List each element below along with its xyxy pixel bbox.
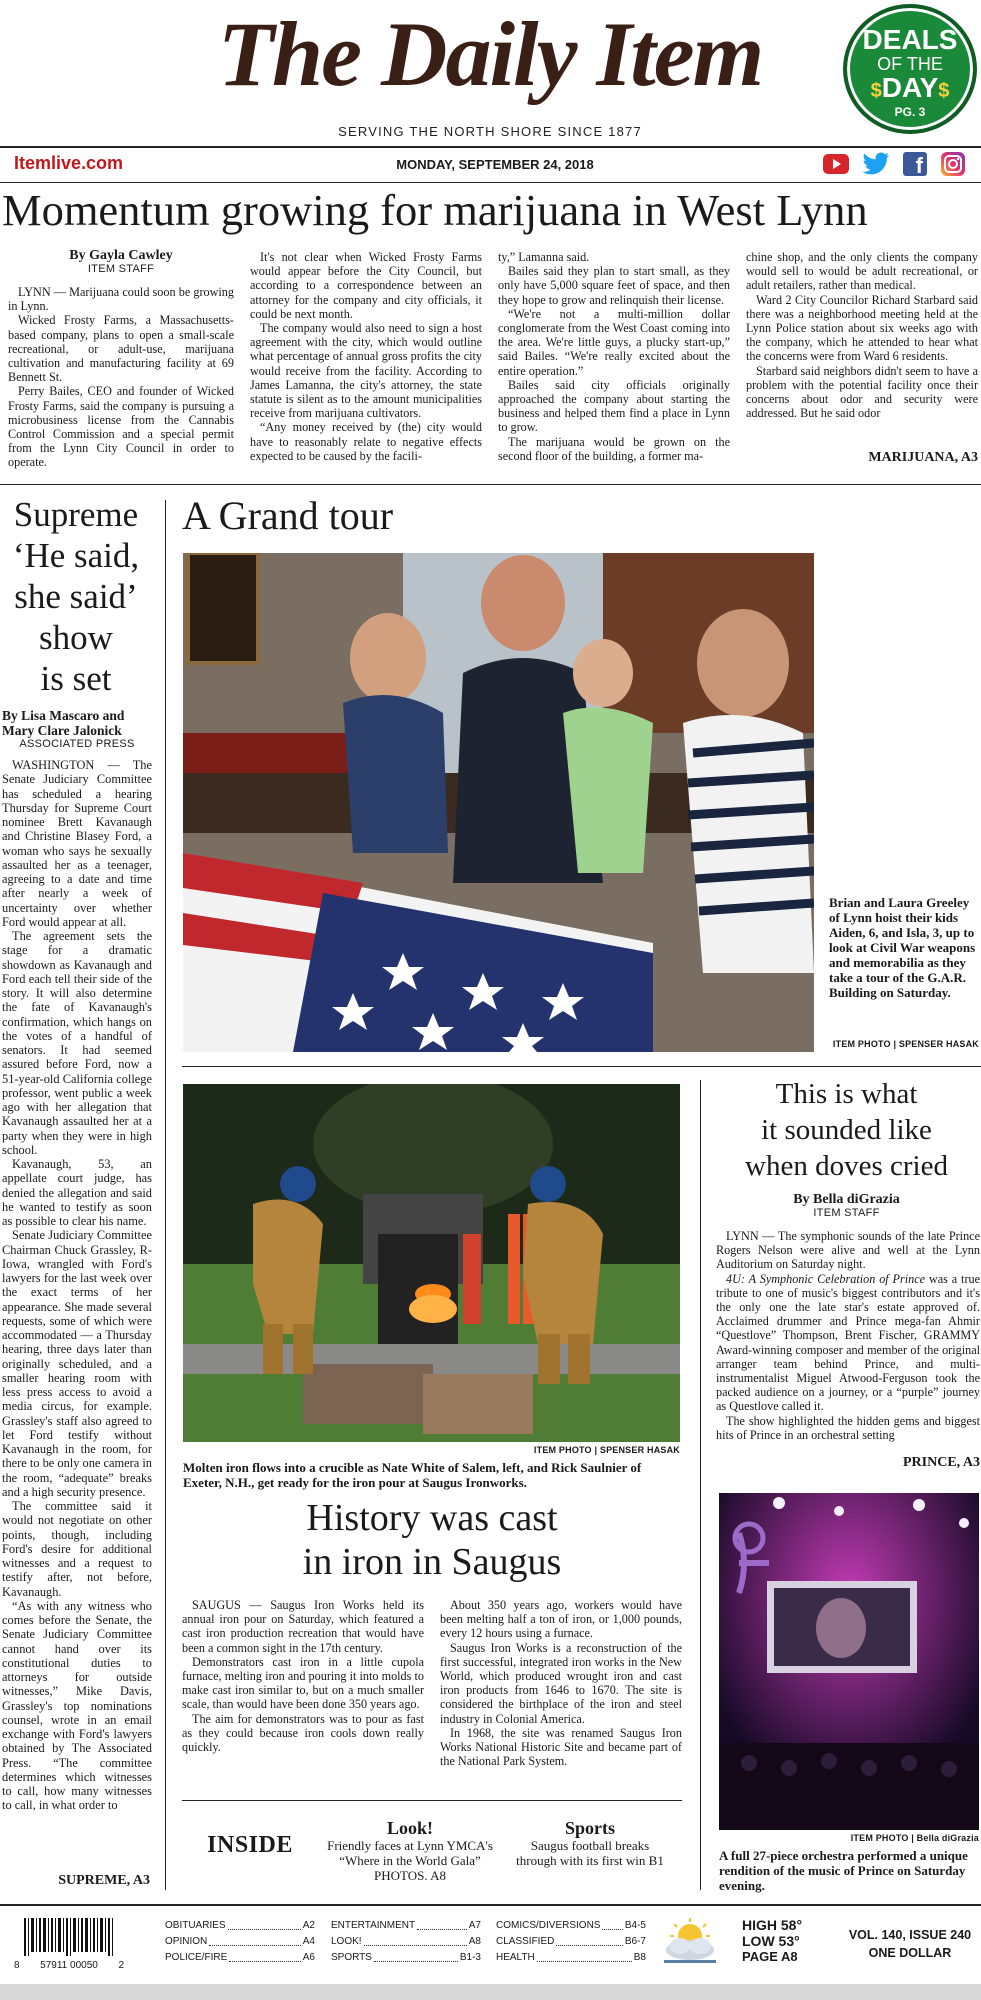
lead-paragraph: Starbard said neighbors didn't seem to have a problem with the potential facility once their concerns about odor and security were addressed. But he said odor xyxy=(746,363,978,421)
index-label: CLASSIFIED xyxy=(496,1936,555,1947)
headline-line: it sounded like xyxy=(761,1114,932,1146)
inside-sports-teaser[interactable] xyxy=(510,1818,670,1868)
deals-day: DAY xyxy=(881,72,939,103)
weather-high: HIGH 58° xyxy=(742,1917,803,1933)
doves-show-title: 4U: A Symphonic Celebration of Prince xyxy=(726,1271,926,1286)
look-title: Look! xyxy=(386,1818,433,1838)
doves-paragraph-rest: was a true tribute to one of music's biggest contributors and it's the only one the late star's estate approved of. Acclaimed drummer and Prince mega-fan Ahmir “Questlove” Thompson, Brent Fischer, GRAMMY Award-winning composer and member of the original arranger team behind Prince, and multi-instrumentalist Miguel Atwood-Ferguson took the packed audience on a journey, or a “purple” journey as Questlove called it. xyxy=(716,1271,981,1414)
lead-col2 xyxy=(250,250,482,463)
sun-cloud-weather-icon xyxy=(660,1916,722,1968)
lead-paragraph: chine shop, and the only clients the company would sell to would be adult recreational, or adult retailers, rather than medical. xyxy=(746,250,978,293)
supreme-paragraph: Kavanaugh, 53, an appellate court judge, has denied the allegation and said he wanted to testify as soon as possible to clear his name. xyxy=(2,1157,152,1228)
supreme-paragraph: The committee said it would not negotiate on other points, though, including Ford's desire for additional witnesses and a request to testify after, not before, Kavanaugh. xyxy=(2,1499,152,1599)
lead-paragraph: The company would also need to sign a host agreement with the city, which would outline what percentage of annual gross profits the city would receive from the facility. According to James Lamanna, the city's attorney, the state statute is silent as to the amount municipalities receive from marijuana cultivators. xyxy=(250,321,482,421)
supreme-paragraph: Senate Judiciary Committee Chairman Chuck Grassley, R-Iowa, wrangled with Ford's lawyers for the last week over the exact terms of her appearance. She made several requests, some of which were accommodated — a Thursday hearing, three days later than originally scheduled, and a smaller hearing room with less press access to avoid a media circus, for example. Grassley's staff also agreed to let Ford testify without Kavanaugh in the room, for there to be only one camera in the room, “adequate” breaks and a high security presence. xyxy=(2,1228,153,1499)
index-label: HEALTH xyxy=(496,1952,535,1963)
dollar-icon: $ xyxy=(938,80,950,102)
deals-of-the-day-badge[interactable] xyxy=(843,4,977,134)
iron-paragraph: The aim for demonstrators was to pour as fast as they could because iron cools down really quickly. xyxy=(182,1711,424,1755)
prince-caption: A full 27-piece orchestra performed a unique rendition of the music of Prince on Saturday evening. xyxy=(719,1848,968,1893)
inside-label: INSIDE xyxy=(207,1832,293,1858)
index-label: ENTERTAINMENT xyxy=(331,1920,416,1931)
grand-tour-photo[interactable] xyxy=(183,553,814,1052)
grand-tour-photo-credit: ITEM PHOTO | SPENSER HASAK xyxy=(832,1039,979,1049)
lead-paragraph: Bailes said they plan to start small, as they only have 5,000 square feet of space, and then they hope to grow and relinquish their license. xyxy=(498,264,730,307)
supreme-paragraph: The agreement sets the stage for a dramatic showdown as Kavanaugh and Ford each tell their side of the story. It will also determine the fate of Kavanaugh's confirmation, which hangs on the votes of a handful of senators. It had seemed assured before Ford, now a 51-year-old California college professor, went public a week ago with her allegation that Kavanaugh assaulted her at a party when they were in high school. xyxy=(2,929,152,1157)
doves-byline-role: ITEM STAFF xyxy=(813,1207,880,1219)
facebook-icon[interactable]: f xyxy=(903,152,927,176)
bottom-bar xyxy=(0,1984,981,2000)
weather-page: PAGE A8 xyxy=(742,1949,798,1964)
index-col3 xyxy=(496,1918,646,1966)
doves-headline[interactable] xyxy=(712,1076,981,1184)
lead-byline: By Gayla Cawley xyxy=(69,248,173,263)
weather-summary[interactable] xyxy=(742,1917,822,1965)
iron-headline[interactable] xyxy=(182,1496,682,1584)
sports-text: Saugus football breaks through with its first win B1 xyxy=(516,1838,664,1868)
iron-pour-photo[interactable] xyxy=(183,1084,680,1442)
doves-byline: By Bella diGrazia xyxy=(793,1192,900,1207)
index-page: B1-3 xyxy=(459,1952,481,1963)
prince-concert-photo[interactable] xyxy=(719,1493,979,1830)
column-divider xyxy=(700,1080,701,1890)
deals-line3 xyxy=(847,74,973,105)
lead-paragraph: “Any money received by (the) city would have to reasonably relate to negative effects expected to be caused by the facili- xyxy=(250,420,482,463)
twitter-icon[interactable] xyxy=(862,152,890,176)
index-label: LOOK! xyxy=(331,1936,362,1947)
supreme-byline-block xyxy=(2,708,152,750)
iron-photo-credit: ITEM PHOTO | SPENSER HASAK xyxy=(533,1445,680,1455)
index-entry[interactable] xyxy=(331,1934,481,1950)
inside-look-teaser[interactable] xyxy=(320,1818,500,1883)
index-page: B4-5 xyxy=(624,1920,646,1931)
doves-byline-block xyxy=(712,1192,981,1219)
index-col1 xyxy=(165,1918,315,1966)
doves-paragraph xyxy=(716,1272,980,1414)
supreme-jump-link[interactable]: SUPREME, A3 xyxy=(58,1873,150,1888)
issue-date: MONDAY, SEPTEMBER 24, 2018 xyxy=(396,157,594,172)
supreme-body xyxy=(2,758,152,1813)
iron-paragraph: Demonstrators cast iron in a little cupola furnace, melting iron and pouring it into molds to make cast iron similar to, but on a much smaller scale, than would have been done 350 years ago. xyxy=(182,1654,424,1712)
lead-paragraph: The marijuana would be grown on the second floor of the building, a former ma- xyxy=(498,434,730,463)
iron-paragraph: About 350 years ago, workers would have been melting half a ton of iron, or 1,000 pounds, every 12 hours using a furnace. xyxy=(440,1598,682,1641)
headline-line: she said’ xyxy=(14,577,138,616)
masthead-title[interactable]: The Daily Item xyxy=(217,3,763,105)
index-page: B8 xyxy=(633,1952,646,1963)
deals-line1: DEALS xyxy=(862,24,958,55)
headline-line: when doves cried xyxy=(745,1150,948,1182)
lead-paragraph: It's not clear when Wicked Frosty Farms would appear before the City Council, but according to a correspondence between an attorney for the company and city officials, it could be next month. xyxy=(250,250,482,321)
doves-paragraph: LYNN — The symphonic sounds of the late Prince Rogers Nelson were alive and well at the Lynn Auditorium on Saturday night. xyxy=(716,1229,980,1272)
lead-col1 xyxy=(8,248,234,470)
look-text: Friendly faces at Lynn YMCA's “Where in the World Gala” PHOTOS. A8 xyxy=(327,1838,493,1883)
index-label: POLICE/FIRE xyxy=(165,1952,228,1963)
supreme-byline-role: ASSOCIATED PRESS xyxy=(19,738,135,750)
doves-body xyxy=(716,1229,980,1442)
doves-jump-link[interactable]: PRINCE, A3 xyxy=(902,1455,980,1470)
lead-paragraph: “We're not a multi-million dollar conglomerate from the West Coast coming into the area. We're little guys, a plucky start-up,” said Bailes. “We're really excited about the entire operation.” xyxy=(498,306,730,378)
deals-line2: OF THE xyxy=(877,54,943,74)
headline-line: in iron in Saugus xyxy=(302,1541,562,1583)
deals-page: PG. 3 xyxy=(894,105,926,119)
doves-paragraph: The show highlighted the hidden gems and biggest hits of Prince in an orchestral setting xyxy=(716,1413,980,1442)
prince-photo-credit: ITEM PHOTO | Bella diGrazia xyxy=(850,1833,979,1843)
section-rule xyxy=(182,1800,682,1801)
lead-paragraph: Bailes said city officials originally approached the company about starting the business and helped them find a place in Lynn to grow. xyxy=(498,377,730,435)
index-label: OPINION xyxy=(165,1936,208,1947)
footer-rule xyxy=(0,1904,981,1906)
index-label: SPORTS xyxy=(331,1952,372,1963)
lead-paragraph: Perry Bailes, CEO and founder of Wicked Frosty Farms, said the company is pursuing a microbusiness license from the Cannabis Control Commission and a special permit from the Lynn City Council in order to operate. xyxy=(8,384,234,470)
supreme-paragraph: WASHINGTON — The Senate Judiciary Committee has scheduled a hearing Thursday for Supreme Court nominee Brett Kavanaugh and Christine Blasey Ford, a woman who says he sexually assaulted her as a teenager, agreeing to a date and time after nearly a week of uncertainty over whether Ford would appear at all. xyxy=(2,758,152,929)
website-link[interactable]: Itemlive.com xyxy=(14,153,124,173)
supreme-paragraph: “As with any witness who comes before the Senate, the Senate Judiciary Committee cannot hand over its constitutional duties to attorneys for outside witnesses,” Mike Davis, Grassley's top nominations counsel, wrote in an email exchange with Ford's lawyers obtained by The Associated Press. “The committee determines which witnesses to call, how many witnesses to call, in what order to xyxy=(2,1598,152,1813)
sports-title: Sports xyxy=(564,1818,615,1838)
index-page: A7 xyxy=(468,1920,481,1931)
index-label: OBITUARIES xyxy=(165,1920,226,1931)
weather-low: LOW 53° xyxy=(742,1933,800,1949)
masthead-tagline: SERVING THE NORTH SHORE SINCE 1877 xyxy=(338,124,642,139)
index-label: COMICS/DIVERSIONS xyxy=(496,1920,601,1931)
barcode-number xyxy=(14,1960,124,1971)
supreme-byline: By Lisa Mascaro and Mary Clare Jalonick xyxy=(2,708,125,738)
section-rule xyxy=(182,1066,981,1067)
lead-paragraph: Wicked Frosty Farms, a Massachusetts-based company, plans to open a small-scale recreational, or adult-use, marijuana cultivation and manufacturing facility at 69 Bennett St. xyxy=(8,313,234,385)
index-entry[interactable] xyxy=(165,1934,315,1950)
column-divider xyxy=(165,500,166,1890)
index-entry[interactable] xyxy=(496,1950,646,1966)
lead-paragraph: ty,” Lamanna said. xyxy=(498,250,590,264)
lead-col3 xyxy=(498,250,730,463)
lead-jump-link[interactable]: MARIJUANA, A3 xyxy=(868,450,978,465)
barcode-right-digit: 2 xyxy=(118,1960,124,1971)
lead-col4 xyxy=(746,250,978,420)
iron-col1 xyxy=(182,1598,424,1754)
index-entry[interactable] xyxy=(331,1950,481,1966)
volume-issue: VOL. 140, ISSUE 240 xyxy=(848,1928,972,1942)
index-page: A2 xyxy=(302,1920,315,1931)
section-rule xyxy=(0,484,981,485)
index-page: A6 xyxy=(302,1952,315,1963)
issue-info xyxy=(840,1926,980,1962)
headline-line: ‘He said, xyxy=(12,536,140,575)
dollar-icon: $ xyxy=(870,80,882,102)
grand-tour-headline[interactable]: A Grand tour xyxy=(182,493,394,538)
lead-paragraph: LYNN — Marijuana could soon be growing in Lynn. xyxy=(8,285,234,314)
index-entry[interactable] xyxy=(165,1950,315,1966)
index-entry[interactable] xyxy=(496,1934,646,1950)
index-page: A8 xyxy=(468,1936,481,1947)
lead-paragraph: Ward 2 City Councilor Richard Starbard said there was a neighborhood meeting held at the Lynn Police station about six weeks ago with the company, which he attended to hear what the concerns were from Ward 6 residents. xyxy=(746,292,978,364)
headline-line: This is what xyxy=(775,1078,918,1110)
lead-headline[interactable]: Momentum growing for marijuana in West Lynn xyxy=(2,185,868,235)
barcode-left-digit: 8 xyxy=(14,1960,20,1971)
index-entry[interactable] xyxy=(496,1918,646,1934)
iron-caption: Molten iron flows into a crucible as Nate White of Salem, left, and Rick Saulnier of Exeter, N.H., get ready for the iron pour at Saugus Ironworks. xyxy=(183,1460,642,1490)
supreme-headline[interactable] xyxy=(0,494,152,699)
instagram-icon[interactable] xyxy=(941,152,965,176)
grand-tour-caption: Brian and Laura Greeley of Lynn hoist their kids Aiden, 6, and Isla, 3, up to look at Civil War weapons and memorabilia as they take a tour of the G.A.R. Building on Saturday. xyxy=(829,895,976,1000)
iron-paragraph: Saugus Iron Works is a reconstruction of the first successful, integrated iron works in the New World, which produced wrought iron and cast iron products from 1646 to 1670. The site is considered the birthplace of the iron and steel industry in Colonial America. xyxy=(440,1640,682,1726)
headline-line: show xyxy=(39,618,113,657)
headline-line: Supreme xyxy=(13,495,139,534)
barcode-mid-digits: 57911 00050 xyxy=(40,1960,98,1971)
iron-paragraph: SAUGUS — Saugus Iron Works held its annual iron pour on Saturday, which featured a cast iron production recreation that would have been a common sight in the 17th century. xyxy=(182,1598,424,1655)
index-col2 xyxy=(331,1918,481,1966)
barcode xyxy=(14,1918,124,1970)
youtube-icon[interactable] xyxy=(823,154,849,174)
headline-line: is set xyxy=(40,659,112,698)
price: ONE DOLLAR xyxy=(868,1946,952,1960)
index-entry[interactable] xyxy=(165,1918,315,1934)
index-page: A4 xyxy=(302,1936,315,1947)
index-entry[interactable] xyxy=(331,1918,481,1934)
headline-line: History was cast xyxy=(306,1497,558,1539)
masthead-rule-top xyxy=(0,146,981,148)
iron-paragraph: In 1968, the site was renamed Saugus Iron Works National Historic Site and became part of the National Park System. xyxy=(440,1725,682,1769)
lead-byline-role: ITEM STAFF xyxy=(87,263,155,275)
index-page: B6-7 xyxy=(624,1936,646,1947)
iron-col2 xyxy=(440,1598,682,1768)
